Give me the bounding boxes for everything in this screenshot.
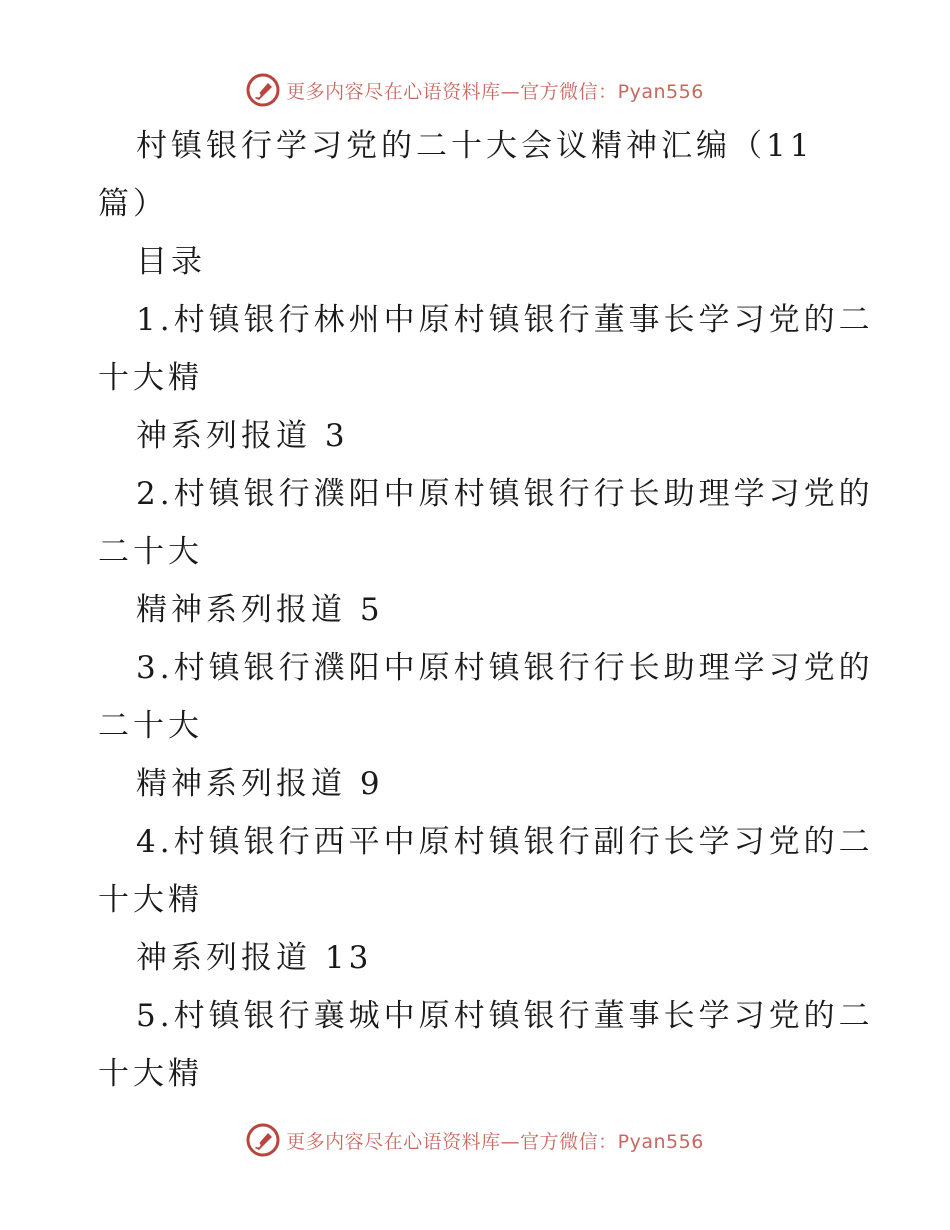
header-watermark-text: 更多内容尽在心语资料库—官方微信：Pyan556	[286, 80, 704, 103]
toc-entry-4-line-1: 4.村镇银行西平中原村镇银行副行长学习党的二	[136, 824, 874, 860]
footer-watermark-banner	[0, 1120, 950, 1160]
toc-entry-2-line-2: 二十大	[98, 534, 203, 570]
toc-entry-5-line-1: 5.村镇银行襄城中原村镇银行董事长学习党的二	[136, 998, 874, 1034]
pen-logo-icon	[246, 73, 280, 107]
footer-watermark-text: 更多内容尽在心语资料库—官方微信：Pyan556	[286, 1130, 704, 1153]
document-body	[98, 120, 874, 1106]
toc-entry-1-line-3: 神系列报道 3	[136, 418, 349, 454]
toc-entry-2-line-1: 2.村镇银行濮阳中原村镇银行行长助理学习党的	[136, 476, 874, 512]
toc-entry-3-line-3: 精神系列报道 9	[136, 766, 384, 802]
pen-logo-icon	[246, 1123, 280, 1157]
toc-entry-3-line-1: 3.村镇银行濮阳中原村镇银行行长助理学习党的	[136, 650, 874, 686]
toc-entry-4-line-2: 十大精	[98, 882, 203, 918]
toc-entry-1-line-2: 十大精	[98, 360, 203, 396]
toc-entry-2-line-3: 精神系列报道 5	[136, 592, 384, 628]
document-title-line-2: 篇）	[98, 186, 168, 222]
document-title-line-1: 村镇银行学习党的二十大会议精神汇编（11	[136, 128, 814, 164]
toc-entry-5-line-2: 十大精	[98, 1056, 203, 1092]
toc-entry-1-line-1: 1.村镇银行林州中原村镇银行董事长学习党的二	[136, 302, 874, 338]
toc-heading: 目录	[136, 244, 206, 280]
toc-entry-4-line-3: 神系列报道 13	[136, 940, 373, 976]
toc-entry-3-line-2: 二十大	[98, 708, 203, 744]
header-watermark-banner	[0, 70, 950, 110]
